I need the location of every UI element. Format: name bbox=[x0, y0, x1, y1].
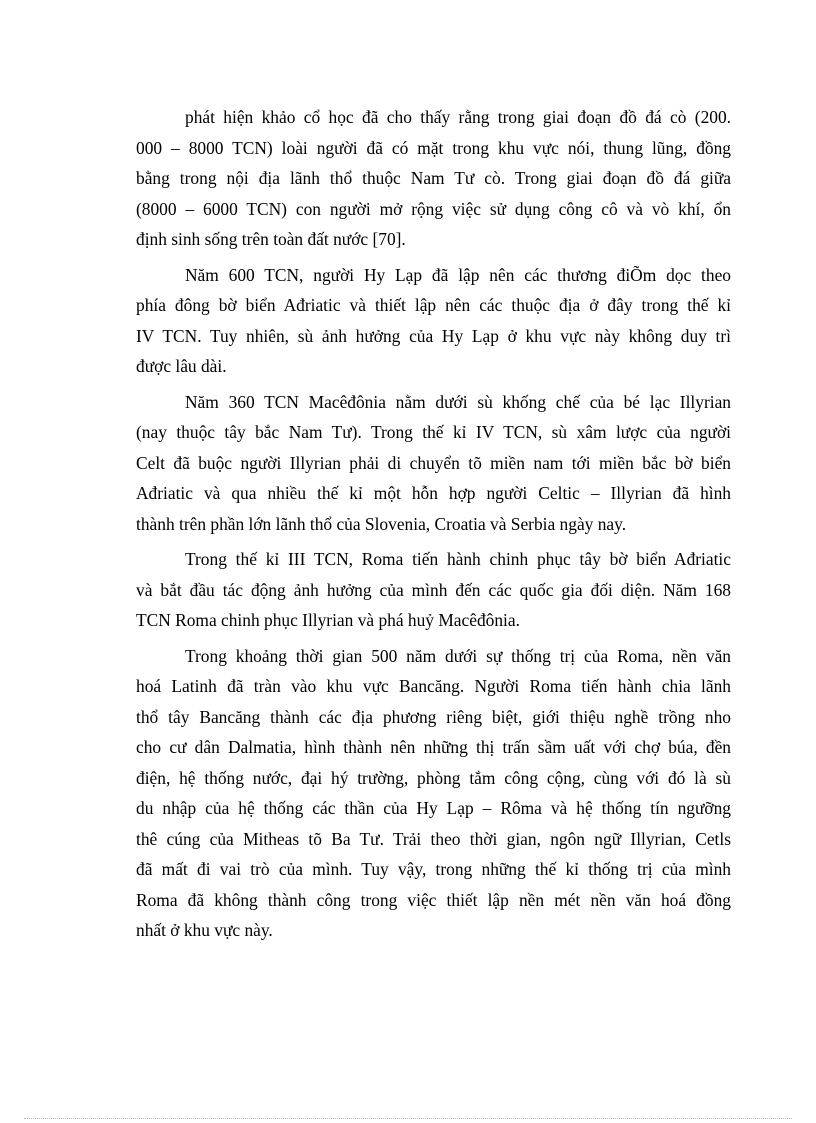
paragraph-4 bbox=[136, 544, 731, 636]
text-line: điện, hệ thống nước, đại hý trường, phòng tắm công cộng, cùng với đó là sù bbox=[136, 767, 731, 788]
text-line: bằng trong nội địa lãnh thổ thuộc Nam Tư cò. Trong giai đoạn đồ đá giữa bbox=[136, 168, 731, 188]
text-line: Ađriatic và qua nhiều thế kỉ một hỗn hợp người Celtic – Illyrian đã hình bbox=[136, 483, 731, 503]
paragraph-1 bbox=[136, 102, 731, 255]
text-line: hoá Latinh đã tràn vào khu vực Bancăng. Người Roma tiến hành chia lãnh bbox=[136, 676, 731, 696]
text-line: phía đông bờ biển Ađriatic và thiết lập nên các thuộc địa ở đây trong thế kỉ bbox=[136, 295, 731, 315]
text-line: đã mất đi vai trò của mình. Tuy vậy, trong những thế kỉ thống trị của mình bbox=[136, 859, 731, 879]
text-line: Năm 600 TCN, người Hy Lạp đã lập nên các thương điÕm dọc theo bbox=[185, 264, 731, 285]
text-line: và bắt đầu tác động ảnh hưởng của mình đến các quốc gia đối diện. Năm 168 bbox=[136, 579, 731, 600]
text-line: định sinh sống trên toàn đất nước [70]. bbox=[136, 229, 406, 249]
text-line: TCN Roma chinh phục Illyrian và phá huỷ Macêđônia. bbox=[136, 610, 520, 630]
text-line: (nay thuộc tây bắc Nam Tư). Trong thế kỉ IV TCN, sù xâm lược của người bbox=[136, 422, 731, 442]
text-line: 000 – 8000 TCN) loài người đã có mặt trong khu vực nói, thung lũng, đồng bbox=[136, 137, 731, 158]
text-line: được lâu dài. bbox=[136, 356, 227, 376]
text-line: Trong khoảng thời gian 500 năm dưới sự thống trị của Roma, nền văn bbox=[185, 645, 731, 666]
paragraph-2 bbox=[136, 260, 731, 382]
text-line: phát hiện khảo cổ học đã cho thấy rằng trong giai đoạn đồ đá cò (200. bbox=[185, 107, 731, 127]
text-line: thê cúng của Mitheas tõ Ba Tư. Trải theo thời gian, ngôn ngữ Illyrian, Cetls bbox=[136, 828, 731, 849]
text-line: thổ tây Bancăng thành các địa phương riêng biệt, giới thiệu nghề trồng nho bbox=[136, 706, 731, 727]
document-body bbox=[136, 102, 731, 946]
text-line: (8000 – 6000 TCN) con người mở rộng việc sử dụng công cô và vò khí, ổn bbox=[136, 198, 731, 219]
text-line: Trong thế kỉ III TCN, Roma tiến hành chinh phục tây bờ biển Ađriatic bbox=[185, 549, 731, 569]
text-line: IV TCN. Tuy nhiên, sù ảnh hưởng của Hy Lạp ở khu vực này không duy trì bbox=[136, 325, 731, 346]
text-line: cho cư dân Dalmatia, hình thành nên những thị trấn sầm uất với chợ búa, đền bbox=[136, 737, 731, 757]
text-line: thành trên phần lớn lãnh thổ của Slovenia, Croatia và Serbia ngày nay. bbox=[136, 513, 627, 534]
text-line: nhất ở khu vực này. bbox=[136, 920, 273, 940]
text-line: Năm 360 TCN Macêđônia nằm dưới sù khống chế của bé lạc Illyrian bbox=[185, 391, 731, 412]
paragraph-3 bbox=[136, 387, 731, 540]
text-line: Celt đã buộc người Illyrian phải di chuyển tõ miền nam tới miền bắc bờ biển bbox=[136, 452, 731, 473]
page-bottom-dotted-rule bbox=[24, 1118, 792, 1119]
text-line: Roma đã không thành công trong việc thiết lập nền mét nền văn hoá đồng bbox=[136, 889, 731, 910]
text-line: du nhập của hệ thống các thần của Hy Lạp – Rôma và hệ thống tín ngưỡng bbox=[136, 798, 731, 818]
paragraph-5 bbox=[136, 641, 731, 946]
